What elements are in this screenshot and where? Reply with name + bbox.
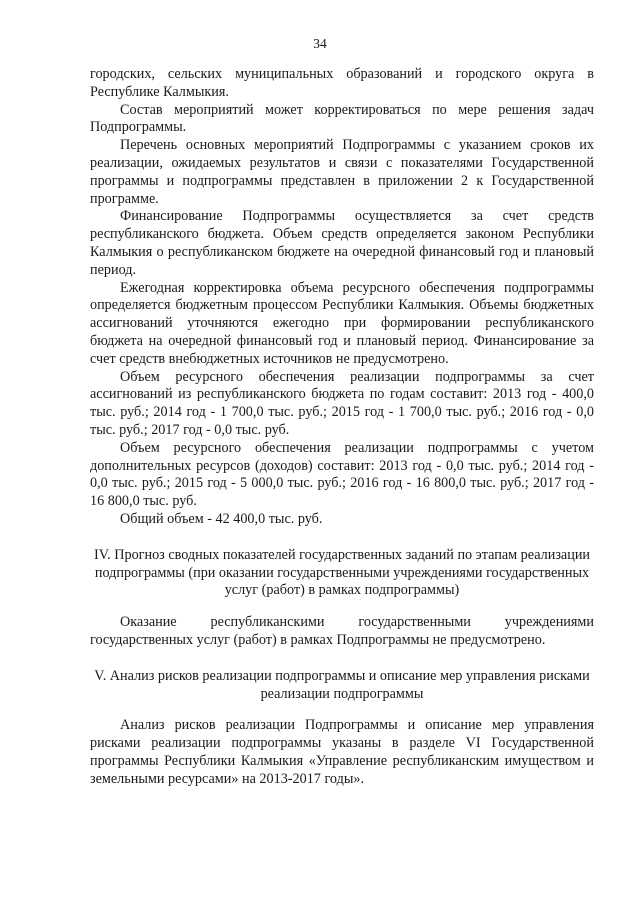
section-4-text: Оказание республиканскими государственными учреждениями государственных услуг (работ) в рамках Подпрограммы не предусмотрено.	[90, 614, 594, 648]
paragraph-total-volume: Общий объем - 42 400,0 тыс. руб.	[120, 510, 323, 527]
paragraph-activities-list: Перечень основных мероприятий Подпрограммы с указанием сроков их реализации, ожидаемых результатов и связи с показателями Государственной программы и подпрограммы представлен в приложении 2 к Государственной программе.	[90, 137, 594, 207]
paragraph-financing: Финансирование Подпрограммы осуществляется за счет средств республиканского бюджета. Объем средств определяется законом Республики Калмыкия о республиканском бюджете на очередной финансовый год и плановый период.	[90, 208, 594, 278]
section-5-heading: V. Анализ рисков реализации подпрограммы и описание мер управления рисками реализации подпрограммы	[94, 667, 590, 702]
section-5-text: Анализ рисков реализации Подпрограммы и описание мер управления рисками реализации подпрограммы указаны в разделе VI Государственной программы Республики Калмыкия «Управление республиканским имуществом и земельными ресурсами» на 2013-2017 годы».	[90, 717, 594, 787]
section-4-heading: IV. Прогноз сводных показателей государственных заданий по этапам реализации подпрограммы (при оказании государственными учреждениями государственных услуг (работ) в рамках подпрограммы)	[94, 546, 590, 599]
paragraph-annual-adjustment: Ежегодная корректировка объема ресурсного обеспечения подпрограммы определяется бюджетным процессом Республики Калмыкия. Объемы бюджетных ассигнований уточняются ежегодно при формировании республиканского бюджета на очередной финансовый год и плановый период. Финансирование за счет средств внебюджетных источников не предусмотрено.	[90, 279, 594, 367]
page-number: 34	[313, 36, 327, 51]
paragraph-budget-volume: Объем ресурсного обеспечения реализации подпрограммы за счет ассигнований из республиканского бюджета по годам составит: 2013 год - 400,0 тыс. руб.; 2014 год - 1 700,0 тыс. руб.; 2015 год - 1 700,0 тыс. руб.; 2016 год - 0,0 тыс. руб.; 2017 год - 0,0 тыс. руб.	[90, 368, 594, 438]
paragraph-municipal: городских, сельских муниципальных образований и городского округа в Республике Калмыкия.	[90, 66, 594, 100]
paragraph-composition: Состав мероприятий может корректироваться по мере решения задач Подпрограммы.	[90, 101, 594, 136]
page-body	[90, 66, 594, 788]
paragraph-additional-resources: Объем ресурсного обеспечения реализации подпрограммы с учетом дополнительных ресурсов (доходов) составит: 2013 год - 0,0 тыс. руб.; 2014 год - 0,0 тыс. руб.; 2015 год - 5 000,0 тыс. руб.; 2016 год - 16 800,0 тыс. руб.; 2017 год - 16 800,0 тыс. руб.	[90, 439, 594, 510]
